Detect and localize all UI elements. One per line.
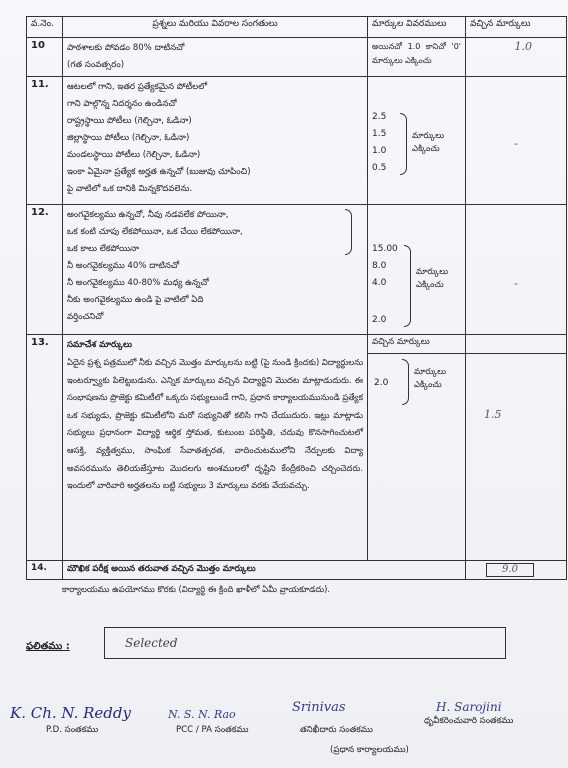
- row-12-given: -: [466, 205, 567, 335]
- row-10-detail: అయినచో 1.0 కానిచో '0' మార్కులు ఎక్కించు: [368, 38, 466, 77]
- row-10-line-2: (గత సంవత్సరం): [67, 60, 125, 70]
- inspector-signature-caption-2: (ప్రధాన కార్యాలయము): [330, 745, 409, 755]
- row-11-line-5: మండలస్థాయి పోటీలు (గెల్చినా, ఓడినా): [67, 150, 201, 160]
- table-row-13: [27, 335, 567, 561]
- row-12-line-3: ఒక కాలు లేకపోయినా: [67, 244, 140, 254]
- row-11-detail: [368, 77, 466, 205]
- row-14-sno: 14.: [27, 561, 63, 580]
- verifier-signature-caption: ధృవీకరించువారి సంతకము: [424, 716, 514, 726]
- row-11-brace: [400, 113, 407, 175]
- table-row-10: [27, 38, 567, 77]
- row-13-paragraph: ఏదైన ప్రశ్న పత్రములో నీకు వచ్చిన మొత్తం మార్కులను బట్టి (పై నుండి క్రిందకు) విద్యార్థులను ఇంటర్వ్యూకు పిలెట్టబడును. ఎన్నిక మార్కులు వచ్చిన విద్యార్థిని మొదట మాట్లాడుదురు. ఈ సంభాషణను ప్రొజెక్టు కమిటీలో ఒక్కరు సభ్యులుండే గాని, ప్రధాన కార్యాలయమునుండి ప్రత్యేక ఒక సభ్యుడు, ప్రొజెక్టు కమిటీలోని మరో సభ్యునితో కలిసి గాని చేయుదురు. ఇట్లు మాట్లాడు సభ్యులు ప్రధానంగా విద్యార్థి ఆర్థిక స్తోమత, కుటుంబ పరిస్థితి, చదువు కొనసాగించుటలో ఆసక్తి, వ్యక్తిత్వము, సాంఘిక సేవాతత్పరత, వాదించుటములోని నేర్పులకు విద్యా అవసరమును తెలియజేస్తూట మొదలగు అంశములలో దృష్టిని కేంద్రీకరించి చర్చించెదరు. ఇందులో వారివారి అర్హతలను బట్టి సభ్యులు 3 మార్కులు వరకు వేయవచ్చు.: [67, 357, 363, 491]
- result-label: ఫలితము :: [26, 641, 70, 652]
- row-10-given: 1.0: [466, 38, 567, 77]
- table-row-12: [27, 205, 567, 335]
- office-use-note: కార్యాలయము ఉపయోగము కొరకు (విద్యార్థి ఈ క్రింది ఖాళీలో ఏమీ వ్రాయకూడదు).: [62, 584, 331, 594]
- table-row-11: [27, 77, 567, 205]
- row-11-value-1: 2.5: [372, 112, 387, 122]
- inspector-signature-caption: తనిఖీదారు సంతకము: [300, 725, 373, 735]
- row-13-detail-header: వచ్చిన మార్కులు: [368, 335, 465, 354]
- table-header-row: [27, 17, 567, 38]
- row-12-value-1: 15.00: [372, 244, 398, 254]
- row-12-brace: [404, 245, 411, 327]
- row-11-given: -: [466, 77, 567, 205]
- row-12-value-3: 4.0: [372, 278, 387, 288]
- row-10-line-1: పాఠశాలకు పోవడం 80% దాటినచో: [67, 43, 185, 53]
- row-12-line-1: అంగవైకల్యము ఉన్నచో, నీవు నడవలేక పోయినా,: [67, 210, 229, 220]
- row-11-brace-label: మార్కులు ఎక్కించు: [412, 130, 445, 153]
- row-12-line-6: నీకు అంగవైకల్యము ఉండి పై వాటిలో ఏది: [67, 295, 204, 305]
- pd-signature: K. Ch. N. Reddy: [10, 704, 131, 722]
- row-13-given: 1.5: [466, 335, 567, 561]
- row-11-value-4: 0.5: [372, 163, 387, 173]
- header-question: ప్రశ్నలు మరియు వివరాల సంగతులు: [63, 17, 368, 38]
- result-field[interactable]: [104, 627, 506, 659]
- result-value: Selected: [125, 636, 178, 650]
- row-12-sno: 12.: [27, 205, 63, 335]
- header-marks-given: వచ్చిన మార్కులు: [466, 17, 567, 38]
- verifier-signature: H. Sarojini: [436, 700, 502, 714]
- row-11-value-2: 1.5: [372, 129, 387, 139]
- row-13-title: సమాచేశ మార్కులు: [67, 340, 133, 350]
- row-12-line-2: ఒక కంటి చూపు లేకపోయినా, ఒక చేయి లేకపోయినా,: [67, 227, 243, 237]
- row-11-line-4: జిల్లాస్థాయి పోటీలు (గెల్చినా, ఓడినా): [67, 133, 190, 143]
- row-13-sno: 13.: [27, 335, 63, 561]
- row-14-text: మౌఖిక పరీక్ష అయిన తరువాత వచ్చిన మొత్తం మార్కులు: [63, 561, 466, 580]
- row-12-question: [63, 205, 368, 335]
- header-sno: వ.నెం.: [27, 17, 63, 38]
- row-11-value-3: 1.0: [372, 146, 387, 156]
- row-13-detail: [368, 335, 466, 561]
- pcc-signature-caption: PCC / PA సంతకము: [176, 725, 249, 735]
- row-11-sno: 11.: [27, 77, 63, 205]
- row-13-question: [63, 335, 368, 561]
- row-13-brace: [402, 359, 409, 405]
- row-11-line-6: ఇంకా ఏమైనా ప్రత్యేక అర్హత ఉన్నచో (బుజువు చూపించి): [67, 167, 251, 177]
- row-12-brace-label: మార్కులు ఎక్కించు: [416, 266, 449, 289]
- row-10-sno: 10: [27, 38, 63, 77]
- row-12-line-5: నీ అంగవైకల్యము 40-80% మధ్య ఉన్నచో: [67, 278, 209, 288]
- row-12-line-4: నీ అంగవైకల్యము 40% దాటినచో: [67, 261, 180, 271]
- row-13-brace-label: మార్కులు ఎక్కించు: [414, 366, 447, 389]
- inspector-signature: Srinivas: [292, 700, 346, 715]
- table-row-14: [27, 561, 567, 580]
- row-11-line-2: గాని పాల్గొన్న నిదర్శనం ఉండినచో: [67, 99, 177, 109]
- row-14-given: 9.0: [466, 561, 567, 580]
- row-13-value: 2.0: [374, 378, 389, 388]
- row-11-question: [63, 77, 368, 205]
- row-12-line-7: వర్తించనిచో: [67, 312, 104, 322]
- pcc-signature: N. S. N. Rao: [168, 708, 236, 721]
- row-11-line-3: రాష్ట్రస్థాయి పోటీలు (గెల్చినా, ఓడినా): [67, 116, 192, 126]
- pd-signature-caption: P.D. సంతకము: [46, 725, 99, 735]
- row-11-line-1: ఆటలలో గాని, ఇతర ప్రత్యేకమైన పోటీలలో: [67, 82, 208, 92]
- row-11-line-7: పై వాటిలో ఒక దానికి మిన్నకొదవలెను.: [67, 184, 193, 194]
- evaluation-table: [26, 16, 567, 580]
- row-12-left-brace: [345, 209, 352, 255]
- row-10-question: [63, 38, 368, 77]
- row-12-value-4: 2.0: [372, 315, 387, 325]
- row-12-value-2: 8.0: [372, 261, 387, 271]
- row-12-detail: [368, 205, 466, 335]
- header-marks-detail: మార్కుల వివరములు: [368, 17, 466, 38]
